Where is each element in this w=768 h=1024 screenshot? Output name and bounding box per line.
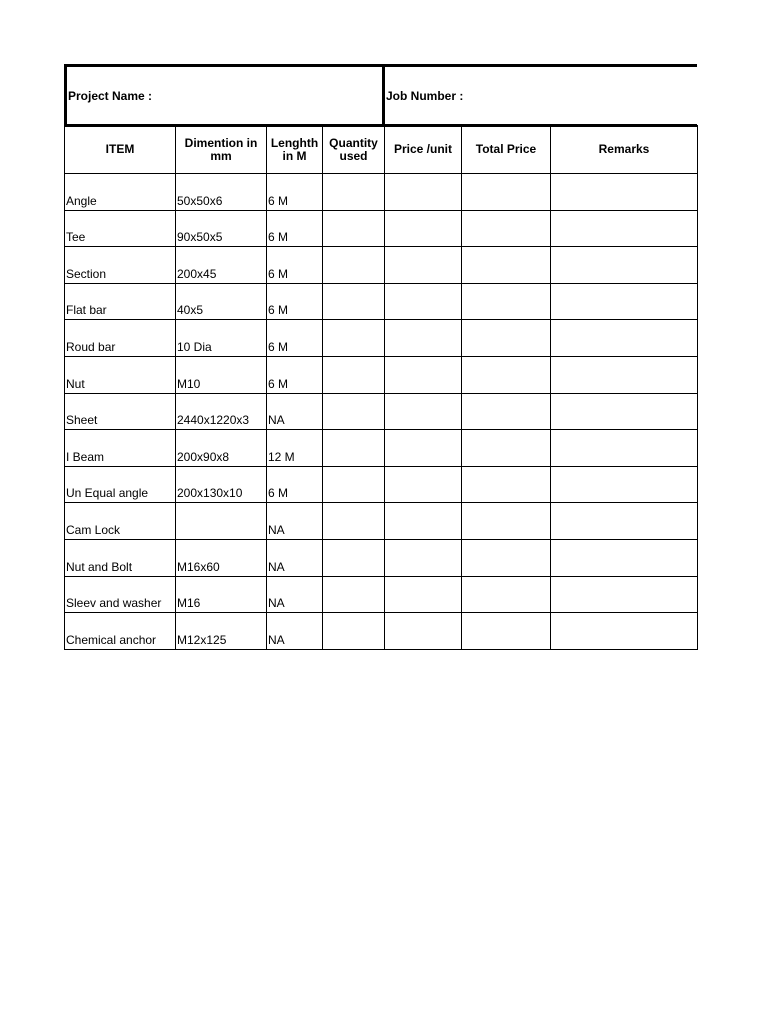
cell-remarks[interactable] xyxy=(551,576,698,613)
table-row xyxy=(65,503,698,540)
table-row xyxy=(65,613,698,650)
cell-length[interactable]: 6 M xyxy=(267,210,323,247)
job-number-cell[interactable] xyxy=(385,67,697,124)
cell-length[interactable]: 6 M xyxy=(267,356,323,393)
cell-price-unit[interactable] xyxy=(385,210,462,247)
cell-total-price[interactable] xyxy=(462,539,551,576)
cell-price-unit[interactable] xyxy=(385,539,462,576)
cell-length[interactable]: 6 M xyxy=(267,283,323,320)
cell-total-price[interactable] xyxy=(462,283,551,320)
table-header-row xyxy=(65,126,698,174)
cell-price-unit[interactable] xyxy=(385,283,462,320)
cell-item[interactable]: Angle xyxy=(65,174,176,211)
cell-dimension[interactable]: 10 Dia xyxy=(176,320,267,357)
table-row xyxy=(65,283,698,320)
cell-length[interactable]: 12 M xyxy=(267,430,323,467)
table-row xyxy=(65,466,698,503)
table-row xyxy=(65,356,698,393)
cell-remarks[interactable] xyxy=(551,613,698,650)
cell-quantity[interactable] xyxy=(323,503,385,540)
cell-quantity[interactable] xyxy=(323,576,385,613)
cell-quantity[interactable] xyxy=(323,210,385,247)
cell-remarks[interactable] xyxy=(551,539,698,576)
cell-total-price[interactable] xyxy=(462,247,551,284)
cell-item[interactable]: Flat bar xyxy=(65,283,176,320)
cell-dimension[interactable]: 50x50x6 xyxy=(176,174,267,211)
project-name-cell[interactable] xyxy=(67,67,385,124)
cell-quantity[interactable] xyxy=(323,283,385,320)
cell-price-unit[interactable] xyxy=(385,613,462,650)
column-header-quantity: Quantity used xyxy=(323,126,385,174)
cell-remarks[interactable] xyxy=(551,174,698,211)
cell-total-price[interactable] xyxy=(462,320,551,357)
cell-dimension[interactable]: M10 xyxy=(176,356,267,393)
cell-total-price[interactable] xyxy=(462,356,551,393)
cell-length[interactable]: 6 M xyxy=(267,466,323,503)
project-name-label: Project Name : xyxy=(68,88,153,103)
cell-quantity[interactable] xyxy=(323,356,385,393)
cell-quantity[interactable] xyxy=(323,539,385,576)
cell-remarks[interactable] xyxy=(551,210,698,247)
table-row xyxy=(65,430,698,467)
cell-remarks[interactable] xyxy=(551,356,698,393)
cell-length[interactable]: NA xyxy=(267,393,323,430)
material-sheet xyxy=(64,64,697,650)
job-number-label: Job Number : xyxy=(386,88,464,103)
cell-quantity[interactable] xyxy=(323,430,385,467)
cell-item[interactable]: Chemical anchor xyxy=(65,613,176,650)
cell-item[interactable]: Cam Lock xyxy=(65,503,176,540)
cell-price-unit[interactable] xyxy=(385,393,462,430)
cell-dimension[interactable]: 200x90x8 xyxy=(176,430,267,467)
cell-length[interactable]: NA xyxy=(267,503,323,540)
table-row xyxy=(65,174,698,211)
cell-item[interactable]: Nut and Bolt xyxy=(65,539,176,576)
cell-length[interactable]: NA xyxy=(267,539,323,576)
cell-price-unit[interactable] xyxy=(385,576,462,613)
cell-dimension[interactable] xyxy=(176,503,267,540)
cell-total-price[interactable] xyxy=(462,576,551,613)
cell-dimension[interactable]: 2440x1220x3 xyxy=(176,393,267,430)
cell-quantity[interactable] xyxy=(323,393,385,430)
cell-total-price[interactable] xyxy=(462,174,551,211)
cell-item[interactable]: Tee xyxy=(65,210,176,247)
cell-remarks[interactable] xyxy=(551,503,698,540)
cell-price-unit[interactable] xyxy=(385,503,462,540)
cell-remarks[interactable] xyxy=(551,466,698,503)
cell-price-unit[interactable] xyxy=(385,320,462,357)
cell-item[interactable]: Section xyxy=(65,247,176,284)
table-row xyxy=(65,247,698,284)
table-row xyxy=(65,393,698,430)
cell-dimension[interactable]: M16x60 xyxy=(176,539,267,576)
cell-dimension[interactable]: M12x125 xyxy=(176,613,267,650)
cell-quantity[interactable] xyxy=(323,174,385,211)
cell-dimension[interactable]: M16 xyxy=(176,576,267,613)
cell-length[interactable]: 6 M xyxy=(267,320,323,357)
cell-total-price[interactable] xyxy=(462,210,551,247)
cell-quantity[interactable] xyxy=(323,320,385,357)
column-header-remarks: Remarks xyxy=(551,126,698,174)
cell-item[interactable]: I Beam xyxy=(65,430,176,467)
project-header xyxy=(64,64,697,127)
cell-quantity[interactable] xyxy=(323,613,385,650)
column-header-item: ITEM xyxy=(65,126,176,174)
cell-item[interactable]: Sleev and washer xyxy=(65,576,176,613)
cell-quantity[interactable] xyxy=(323,247,385,284)
cell-length[interactable]: 6 M xyxy=(267,247,323,284)
cell-quantity[interactable] xyxy=(323,466,385,503)
cell-item[interactable]: Sheet xyxy=(65,393,176,430)
column-header-price-unit: Price /unit xyxy=(385,126,462,174)
cell-remarks[interactable] xyxy=(551,393,698,430)
cell-total-price[interactable] xyxy=(462,393,551,430)
cell-dimension[interactable]: 200x130x10 xyxy=(176,466,267,503)
cell-item[interactable]: Un Equal angle xyxy=(65,466,176,503)
cell-item[interactable]: Nut xyxy=(65,356,176,393)
table-row xyxy=(65,320,698,357)
cell-price-unit[interactable] xyxy=(385,430,462,467)
cell-price-unit[interactable] xyxy=(385,247,462,284)
cell-total-price[interactable] xyxy=(462,430,551,467)
cell-remarks[interactable] xyxy=(551,430,698,467)
cell-length[interactable]: NA xyxy=(267,613,323,650)
cell-dimension[interactable]: 40x5 xyxy=(176,283,267,320)
cell-total-price[interactable] xyxy=(462,613,551,650)
cell-price-unit[interactable] xyxy=(385,466,462,503)
table-row xyxy=(65,210,698,247)
column-header-dimension: Dimention in mm xyxy=(176,126,267,174)
cell-length[interactable]: 6 M xyxy=(267,174,323,211)
materials-table xyxy=(64,125,698,650)
cell-dimension[interactable]: 90x50x5 xyxy=(176,210,267,247)
table-body xyxy=(65,174,698,650)
cell-price-unit[interactable] xyxy=(385,356,462,393)
column-header-total-price: Total Price xyxy=(462,126,551,174)
cell-remarks[interactable] xyxy=(551,283,698,320)
cell-total-price[interactable] xyxy=(462,503,551,540)
cell-remarks[interactable] xyxy=(551,320,698,357)
cell-length[interactable]: NA xyxy=(267,576,323,613)
cell-item[interactable]: Roud bar xyxy=(65,320,176,357)
table-row xyxy=(65,576,698,613)
cell-total-price[interactable] xyxy=(462,466,551,503)
table-row xyxy=(65,539,698,576)
cell-dimension[interactable]: 200x45 xyxy=(176,247,267,284)
cell-remarks[interactable] xyxy=(551,247,698,284)
column-header-length: Lenghth in M xyxy=(267,126,323,174)
cell-price-unit[interactable] xyxy=(385,174,462,211)
